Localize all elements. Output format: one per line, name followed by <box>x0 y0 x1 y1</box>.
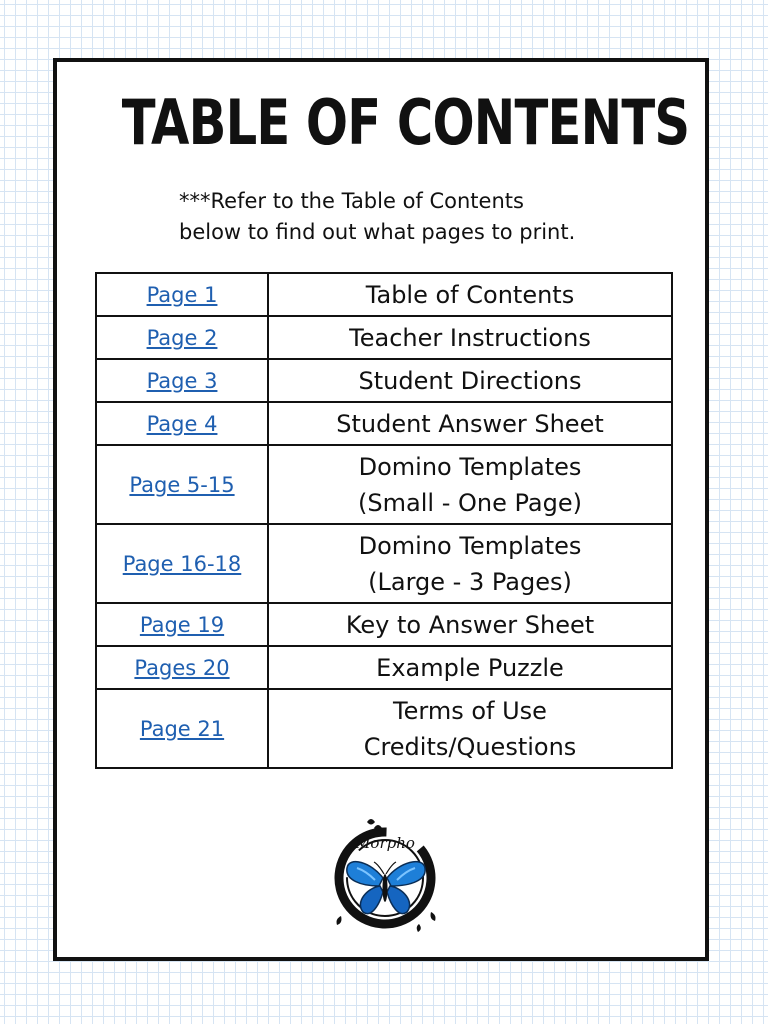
page-link[interactable]: Pages 20 <box>134 655 230 680</box>
page-cell <box>96 402 268 445</box>
description-cell <box>268 689 672 768</box>
page-link[interactable]: Page 1 <box>146 282 218 307</box>
intro-line-1: ***Refer to the Table of Contents <box>179 189 524 213</box>
page-cell <box>96 603 268 646</box>
page-cell <box>96 689 268 768</box>
page-cell <box>96 273 268 316</box>
logo-text: Morpho <box>355 834 415 852</box>
description-line: Credits/Questions <box>363 732 577 761</box>
intro-text <box>179 186 619 248</box>
table-row <box>96 689 672 768</box>
page-link[interactable]: Page 4 <box>146 411 218 436</box>
description-line: (Small - One Page) <box>358 488 582 517</box>
description-line: Student Directions <box>358 366 582 395</box>
description-cell <box>268 603 672 646</box>
page-cell <box>96 646 268 689</box>
butterfly-icon <box>327 812 443 938</box>
table-row <box>96 316 672 359</box>
intro-line-2: below to find out what pages to print. <box>179 220 576 244</box>
description-line: Domino Templates <box>358 531 582 560</box>
description-cell <box>268 646 672 689</box>
table-row <box>96 524 672 603</box>
page-link[interactable]: Page 3 <box>146 368 218 393</box>
page-cell <box>96 359 268 402</box>
description-line: Table of Contents <box>365 280 575 309</box>
description-cell <box>268 445 672 524</box>
description-line: Terms of Use <box>393 696 547 725</box>
description-cell <box>268 524 672 603</box>
page-title: TABLE OF CONTENTS <box>121 86 690 159</box>
table-row <box>96 603 672 646</box>
description-cell <box>268 316 672 359</box>
description-cell <box>268 273 672 316</box>
page-link[interactable]: Page 2 <box>146 325 218 350</box>
page-cell <box>96 316 268 359</box>
description-line: Example Puzzle <box>376 653 564 682</box>
table-row <box>96 273 672 316</box>
table-row <box>96 646 672 689</box>
table-row <box>96 445 672 524</box>
contents-table <box>95 272 673 769</box>
page-link[interactable]: Page 21 <box>139 716 225 741</box>
table-row <box>96 359 672 402</box>
page-link[interactable]: Page 5-15 <box>129 472 235 497</box>
page-cell <box>96 445 268 524</box>
description-cell <box>268 402 672 445</box>
description-line: Domino Templates <box>358 452 582 481</box>
page-frame <box>53 58 709 961</box>
page-cell <box>96 524 268 603</box>
description-line: Teacher Instructions <box>349 323 591 352</box>
description-line: Key to Answer Sheet <box>345 610 595 639</box>
description-cell <box>268 359 672 402</box>
morpho-logo <box>327 812 443 938</box>
description-line: (Large - 3 Pages) <box>368 567 572 596</box>
table-row <box>96 402 672 445</box>
page-link[interactable]: Page 19 <box>139 612 225 637</box>
page-link[interactable]: Page 16-18 <box>122 551 242 576</box>
description-line: Student Answer Sheet <box>336 409 604 438</box>
